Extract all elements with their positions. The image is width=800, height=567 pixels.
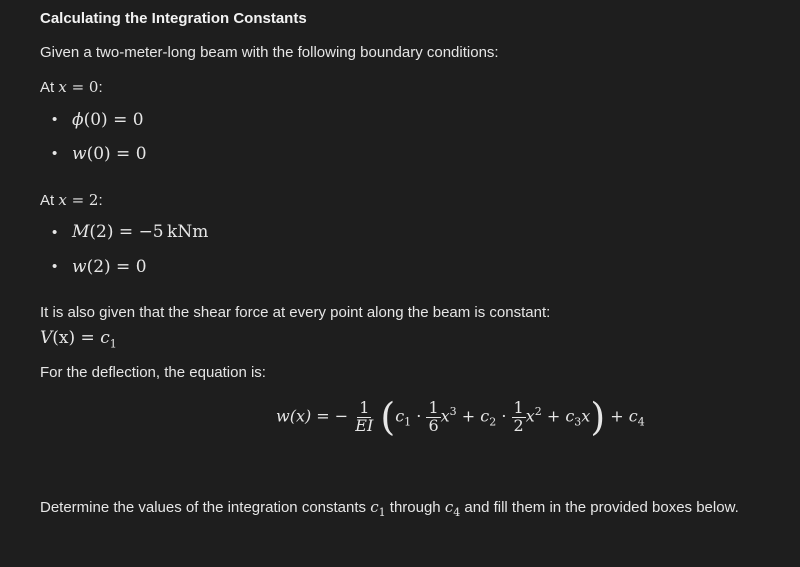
bullet-icon: • [52, 145, 58, 162]
bullet-icon: • [52, 224, 58, 241]
shear-equation: $V(x) = c_1$ [40, 328, 117, 351]
bc-w-2: w(2) = 0 [72, 257, 147, 277]
deflection-equation: w(x) = − $\frac{1}{EI}$ ($c_1$ · $\frac{1}{6}$ $x^3 + c_2$ · $\frac{1}{2}$ $x^2 + c_3x) + c_4$ [276, 395, 645, 439]
bullet-icon: • [52, 258, 58, 275]
bullet-icon: • [52, 111, 58, 128]
fraction-1-over-2: $\frac{1}{2}$ [513, 397, 524, 435]
page-title: Calculating the Integration Constants [40, 10, 307, 27]
fraction-1-over-EI: $\frac{1}{EI}$ [355, 397, 374, 435]
intro-text: Given a two-meter-long beam with the following boundary conditions: [40, 44, 499, 61]
instruction-text: Determine the values of the integration constants $c_1$ through $c_4$ and fill them in the provided boxes below. [40, 498, 739, 519]
bc-moment-2: M(2) = −5 kNm [72, 222, 209, 242]
fraction-1-over-6: $\frac{1}{6}$ [428, 397, 439, 435]
condition-x2-heading: At x = 2: [40, 191, 103, 209]
condition-x0-heading: At x = 0: [40, 78, 103, 96]
bc-phi-0: ϕ(0) = 0 [72, 110, 144, 130]
deflection-text: For the deflection, the equation is: [40, 364, 266, 381]
bc-w-0: w(0) = 0 [72, 144, 147, 164]
shear-text: It is also given that the shear force at every point along the beam is constant: [40, 304, 551, 321]
